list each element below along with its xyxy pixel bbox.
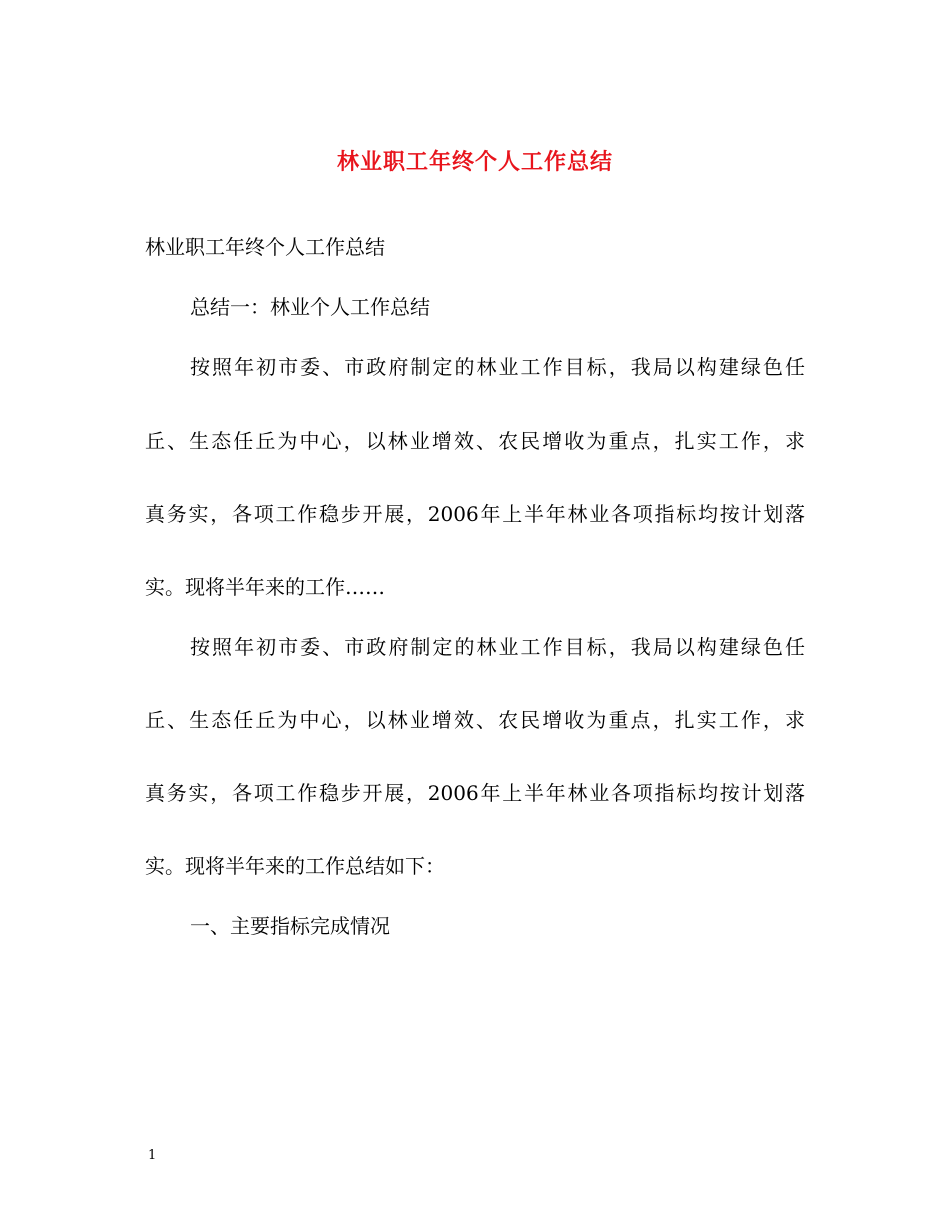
- paragraph-2-line-1: 按照年初市委、市政府制定的林业工作目标，我局以构建绿色任: [190, 635, 805, 659]
- document-subtitle: 林业职工年终个人工作总结: [145, 235, 385, 259]
- document-title: 林业职工年终个人工作总结: [336, 149, 613, 175]
- section-heading: 总结一：林业个人工作总结: [190, 295, 430, 319]
- page-number: 1: [148, 1148, 157, 1163]
- paragraph-1-line-1: 按照年初市委、市政府制定的林业工作目标，我局以构建绿色任: [190, 355, 805, 379]
- paragraph-2-line-3: 真务实，各项工作稳步开展，2006年上半年林业各项指标均按计划落: [145, 781, 805, 805]
- subheading: 一、主要指标完成情况: [190, 914, 390, 938]
- paragraph-2-line-4: 实。现将半年来的工作总结如下：: [145, 854, 445, 878]
- paragraph-1-line-2: 丘、生态任丘为中心，以林业增效、农民增收为重点，扎实工作，求: [145, 429, 805, 453]
- paragraph-2-line-2: 丘、生态任丘为中心，以林业增效、农民增收为重点，扎实工作，求: [145, 708, 805, 732]
- paragraph-1-line-4: 实。现将半年来的工作……: [145, 575, 385, 599]
- paragraph-1-line-3: 真务实，各项工作稳步开展，2006年上半年林业各项指标均按计划落: [145, 502, 805, 526]
